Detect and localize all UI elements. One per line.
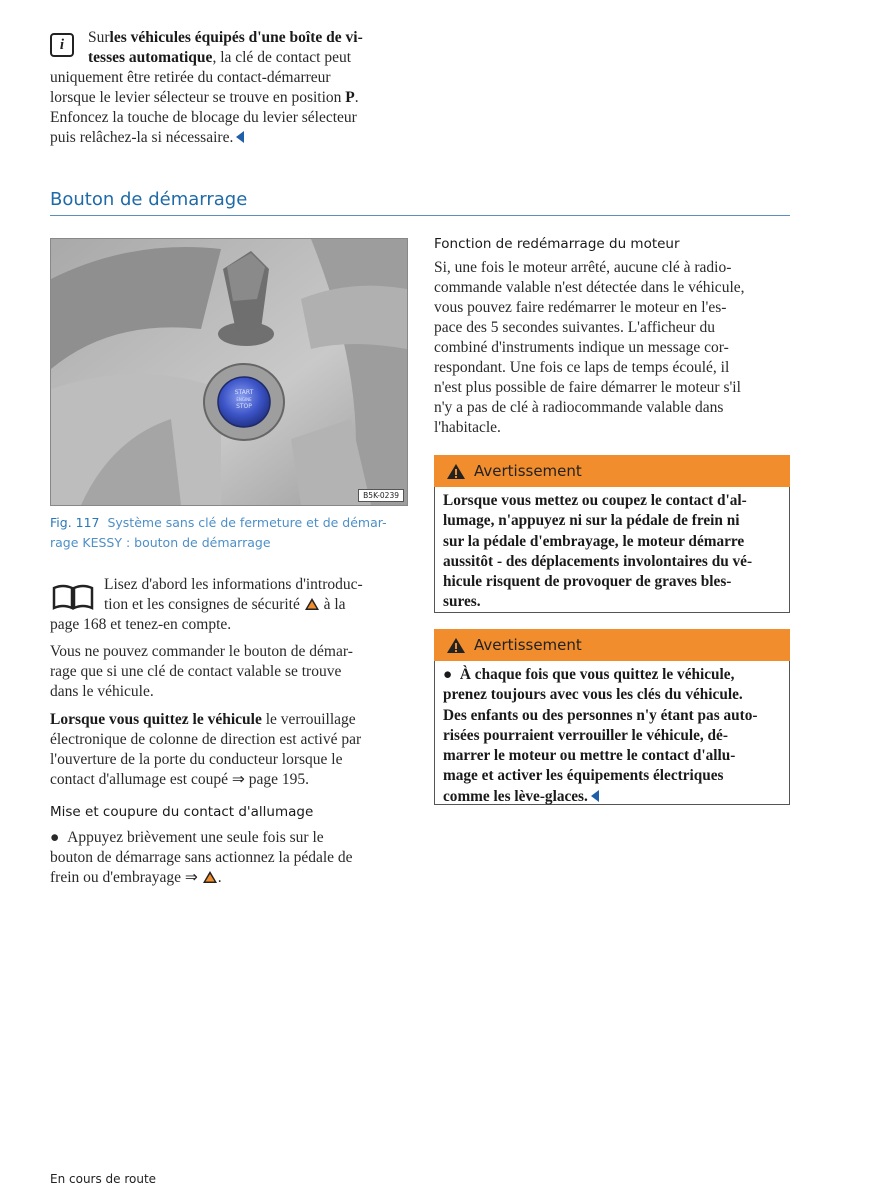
warning-1-line2: lumage, n'appuyez ni sur la pédale de frein ni (443, 512, 740, 530)
paragraph-1-line1: Vous ne pouvez commander le bouton de démar- (50, 643, 353, 660)
warning-2-line6: mage et activer les équipements électriques (443, 767, 724, 785)
restart-para-line9: l'habitacle. (434, 419, 501, 436)
bullet-icon: ● (443, 666, 453, 683)
left-subheading: Mise et coupure du contact d'allumage (50, 804, 314, 820)
info-icon: i (50, 33, 74, 57)
page-footer: En cours de route (50, 1172, 157, 1186)
bullet-line2: bouton de démarrage sans actionnez la pédale de (50, 849, 353, 866)
paragraph-2-line3: l'ouverture de la porte du conducteur lorsque le (50, 751, 343, 768)
warning-2-line1: ● À chaque fois que vous quittez le véhicule, (443, 666, 735, 683)
restart-para-line7: n'est plus possible de faire démarrer le moteur s'il (434, 379, 741, 396)
info-note-line3: uniquement être retirée du contact-démarreur (50, 69, 331, 86)
bullet-icon: ● (50, 829, 60, 846)
info-note-line4: lorsque le levier sélecteur se trouve en position P. (50, 89, 359, 106)
info-note-line5: Enfoncez la touche de blocage du levier sélecteur (50, 109, 357, 126)
restart-para-line1: Si, une fois le moteur arrêté, aucune clé à radio- (434, 259, 732, 276)
restart-para-line2: commande valable n'est détectée dans le véhicule, (434, 279, 745, 296)
warning-2-line2: prenez toujours avec vous les clés du véhicule. (443, 686, 743, 704)
warning-2-line7: comme les lève-glaces. (443, 787, 781, 807)
paragraph-2-line1: Lorsque vous quittez le véhicule le verrouillage (50, 711, 356, 728)
warning-1-body (434, 487, 790, 613)
section-rule (50, 215, 790, 216)
restart-para-line4: pace des 5 secondes suivantes. L'afficheur du (434, 319, 715, 336)
warning-1-header: Avertissement (434, 455, 790, 487)
restart-para-line5: combiné d'instruments indique un message cor- (434, 339, 729, 356)
warning-triangle-icon (304, 597, 320, 611)
read-first-line2: tion et les consignes de sécurité à la (104, 596, 346, 613)
bullet-line1: ● Appuyez brièvement une seule fois sur le (50, 829, 324, 846)
warning-triangle-icon (202, 870, 218, 884)
info-note-line1: Surles véhicules équipés d'une boîte de vi- (88, 29, 363, 46)
warning-triangle-icon (446, 637, 466, 654)
warning-2-body (434, 661, 790, 805)
read-first-line3: page 168 et tenez-en compte. (50, 616, 232, 633)
warning-2-line5: marrer le moteur ou mettre le contact d'allu- (443, 747, 736, 765)
restart-para-line3: vous pouvez faire redémarrer le moteur en l'es- (434, 299, 727, 316)
info-note-line6: puis relâchez-la si nécessaire. (50, 128, 410, 148)
paragraph-2-line4: contact d'allumage est coupé ⇒ page 195. (50, 771, 309, 788)
section-title: Bouton de démarrage (50, 189, 248, 210)
warning-1-line4: aussitôt - des déplacements involontaires du vé- (443, 552, 753, 570)
warning-2-line3: Des enfants ou des personnes n'y étant pas auto- (443, 706, 758, 724)
warning-2-line4: risées pourraient verrouiller le véhicule, dé- (443, 726, 728, 744)
right-subheading: Fonction de redémarrage du moteur (434, 236, 680, 252)
figure-image (50, 238, 408, 506)
warning-2-header: Avertissement (434, 629, 790, 661)
warning-1-line5: hicule risquent de provoquer de graves bles- (443, 573, 732, 591)
book-icon (51, 584, 95, 615)
restart-para-line6: respondant. Une fois ce laps de temps écoulé, il (434, 359, 730, 376)
restart-para-line8: n'y a pas de clé à radiocommande valable dans (434, 399, 724, 416)
figure-caption-line1: Fig. 117 Système sans clé de fermeture et de démar- (50, 515, 387, 530)
read-first-line1: Lisez d'abord les informations d'introduc- (104, 576, 363, 593)
start-button-photo (51, 239, 407, 505)
paragraph-2-line2: électronique de colonne de direction est activé par (50, 731, 362, 748)
info-note-line2: tesses automatique, la clé de contact peut (88, 49, 352, 66)
figure-caption-line2: rage KESSY : bouton de démarrage (50, 535, 271, 550)
start-button: START ENGINE STOP (234, 389, 254, 410)
warning-1-line6: sures. (443, 593, 481, 611)
warning-1-line3: sur la pédale d'embrayage, le moteur démarre (443, 532, 745, 550)
figure-code: B5K-0239 (358, 489, 404, 502)
end-marker-icon (591, 790, 599, 802)
end-marker-icon (236, 131, 244, 143)
warning-triangle-icon (446, 463, 466, 480)
warning-1-line1: Lorsque vous mettez ou coupez le contact d'al- (443, 492, 747, 509)
paragraph-1-line3: dans le véhicule. (50, 683, 154, 700)
paragraph-1-line2: rage que si une clé de contact valable se trouve (50, 663, 342, 680)
bullet-line3: frein ou d'embrayage ⇒ . (50, 869, 222, 886)
